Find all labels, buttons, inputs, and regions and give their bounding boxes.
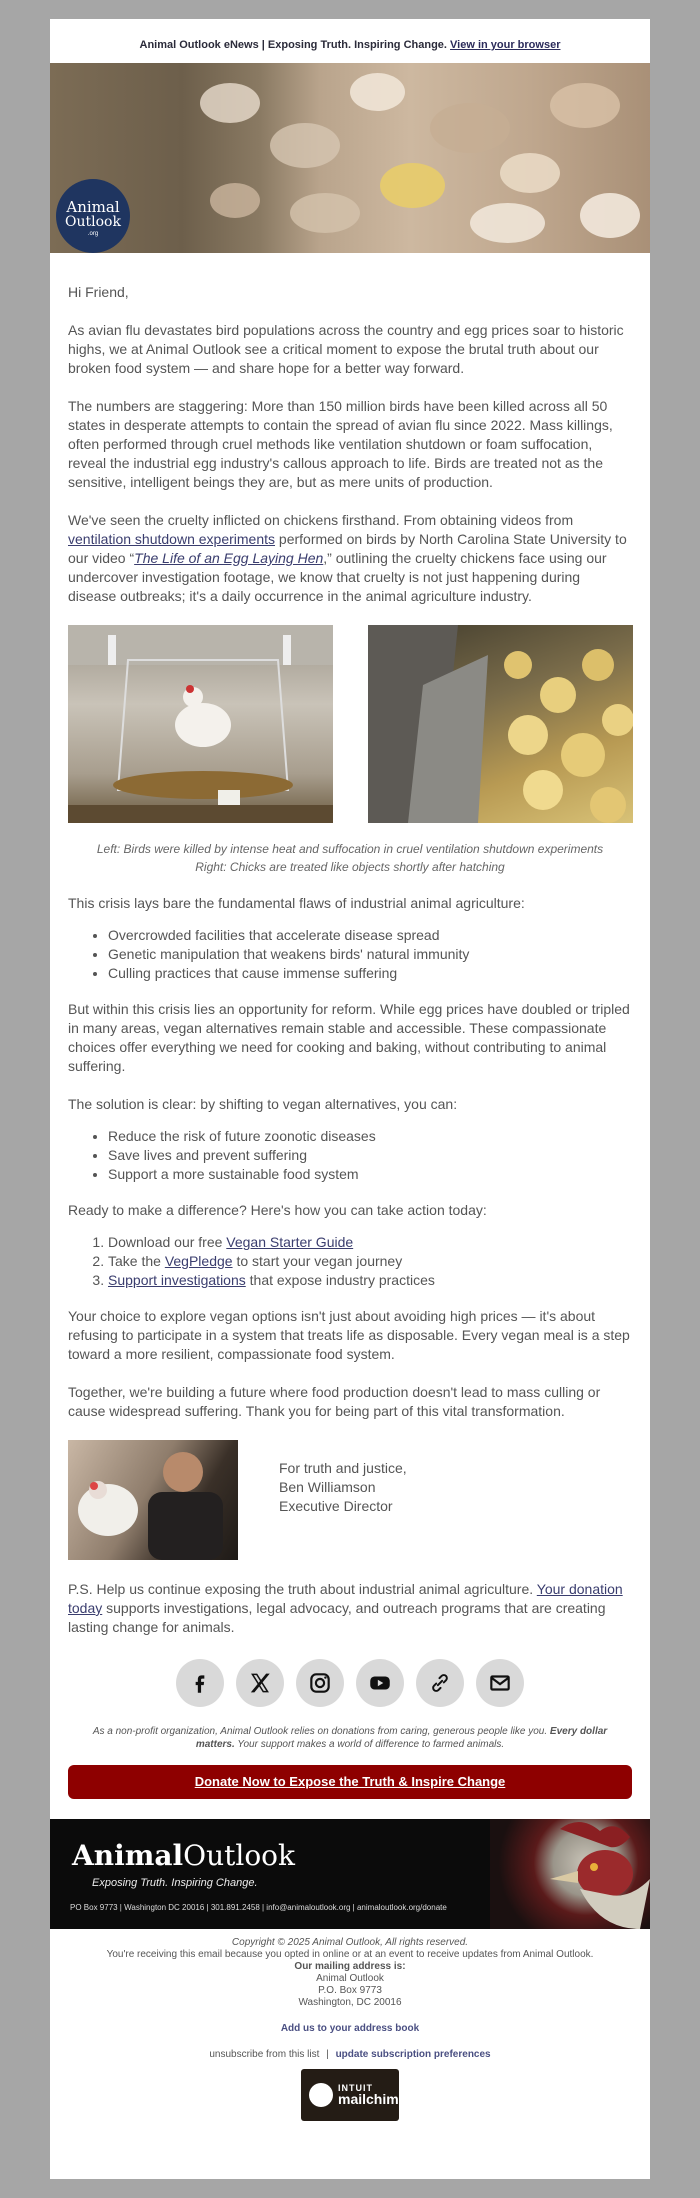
facebook-icon[interactable]: [176, 1659, 224, 1707]
action-list: [108, 1233, 632, 1290]
email-container: [50, 19, 650, 2179]
mailing-address-2: P.O. Box 9773: [318, 1985, 382, 1996]
footer-banner: [50, 1819, 650, 1929]
support-investigations-link[interactable]: Support investigations: [108, 1272, 246, 1288]
photo-row: [68, 625, 632, 823]
hero-image: [50, 63, 650, 253]
animal-outlook-logo[interactable]: Animal Outlook .org: [56, 179, 130, 253]
preheader: [50, 19, 650, 63]
x-icon[interactable]: [236, 1659, 284, 1707]
email-footer: [50, 1929, 650, 2125]
unsubscribe-link[interactable]: unsubscribe from this list: [209, 2049, 320, 2060]
mailing-address-1: Animal Outlook: [316, 1973, 384, 1984]
subscription-links: unsubscribe from this list | update subscription preferences: [209, 2049, 491, 2060]
benefits-list: [108, 1127, 632, 1184]
donation-note: As a non-profit organization, Animal Outlook relies on donations from caring, generous people like you. Every dollar matters. Your support makes a world of difference to farmed animals.: [92, 1726, 608, 1750]
social-links: [68, 1659, 632, 1707]
list-item: • Overcrowded facilities that accelerate disease spread: [108, 926, 632, 945]
signature-text: For truth and justice, Ben Williamson Executive Director: [279, 1460, 407, 1514]
list-item: • Reduce the risk of future zoonotic diseases: [108, 1127, 632, 1146]
rooster-image: [490, 1819, 650, 1929]
ps-paragraph: P.S. Help us continue exposing the truth about industrial animal agriculture. Your donation today supports investigations, legal advocacy, and outreach programs that are creating lasting change for animals.: [68, 1581, 623, 1635]
donation-link[interactable]: Your donation today: [68, 1581, 623, 1616]
view-in-browser-link[interactable]: View in your browser: [450, 39, 561, 51]
reform-paragraph: But within this crisis lies an opportunity for reform. While egg prices have doubled or tripled in many areas, vegan alternatives remain stable and accessible. These compassionate choices offer everything we need for cooking and baking, without contributing to animal suffering.: [68, 1001, 630, 1074]
signer-name: Ben Williamson: [279, 1479, 376, 1495]
list-item: 2. Take the VegPledge to start your vegan journey: [108, 1252, 632, 1271]
subscription-reason: You're receiving this email because you opted in online or at an event to receive updates from Animal Outlook.: [106, 1949, 594, 1960]
mailing-label: Our mailing address is:: [294, 1961, 406, 1972]
solution-paragraph: The solution is clear: by shifting to vegan alternatives, you can:: [68, 1096, 458, 1112]
signer-title: Executive Director: [279, 1498, 393, 1514]
ventilation-shutdown-link[interactable]: ventilation shutdown experiments: [68, 531, 276, 547]
list-item: • Genetic manipulation that weakens birds' natural immunity: [108, 945, 632, 964]
cruelty-paragraph: We've seen the cruelty inflicted on chickens firsthand. From obtaining videos from ventilation shutdown experiments performed on birds by North Carolina State University to our video “The Life of an Egg Laying Hen,” outlining the cruelty chickens face using our undercover investigation footage, we know that cruelty is not just happening during disease outbreaks; it's a daily occurrence in the animal agriculture industry.: [68, 512, 627, 604]
vegan-starter-guide-link[interactable]: Vegan Starter Guide: [226, 1234, 354, 1250]
chicks-conveyor-photo: [368, 625, 633, 823]
together-paragraph: Together, we're building a future where food production doesn't lead to mass culling or cause widespread suffering. Thank you for being part of this vital transformation.: [68, 1384, 601, 1419]
signature-block: [68, 1440, 632, 1560]
egg-laying-hen-video-link[interactable]: The Life of an Egg Laying Hen: [134, 550, 324, 566]
flaws-list: [108, 926, 632, 983]
ventilation-experiment-photo: [68, 625, 333, 823]
preheader-tagline: Animal Outlook eNews | Exposing Truth. Inspiring Change.: [139, 39, 447, 51]
statistics-paragraph: The numbers are staggering: More than 150 million birds have been killed across all 50 states in desperate attempts to contain the spread of avian flu since 2022. Mass killings, often performed through cruel methods like ventilation shutdown or foam suffocation, reveal the industrial egg industry's callous approach to life. Birds are treated not as the sensitive, intelligent beings they are, but as mere units of production.: [68, 398, 613, 490]
mailchimp-badge[interactable]: INTUIT mailchimp: [301, 2069, 399, 2121]
list-item: • Save lives and prevent suffering: [108, 1146, 632, 1165]
instagram-icon[interactable]: [296, 1659, 344, 1707]
crisis-paragraph: This crisis lays bare the fundamental flaws of industrial animal agriculture:: [68, 895, 525, 911]
choice-paragraph: Your choice to explore vegan options isn't just about avoiding high prices — it's about refusing to participate in a system that treats life as disposable. Every vegan meal is a step toward a more resilient, compassionate food system.: [68, 1308, 630, 1362]
email-icon[interactable]: [476, 1659, 524, 1707]
list-item: 1. Download our free Vegan Starter Guide: [108, 1233, 632, 1252]
intro-paragraph: As avian flu devastates bird populations across the country and egg prices soar to historic highs, we at Animal Outlook see a critical moment to expose the brutal truth about our broken food system — and share hope for a better way forward.: [68, 322, 624, 376]
greeting: Hi Friend,: [68, 284, 129, 300]
banner-tagline: Exposing Truth. Inspiring Change.: [92, 1877, 258, 1889]
list-item: • Support a more sustainable food system: [108, 1165, 632, 1184]
email-body: [50, 253, 650, 1799]
banner-logo[interactable]: AnimalOutlook: [72, 1839, 296, 1872]
update-preferences-link[interactable]: update subscription preferences: [335, 2049, 491, 2060]
action-intro: Ready to make a difference? Here's how you can take action today:: [68, 1202, 487, 1218]
mailchimp-icon: [309, 2083, 333, 2107]
vegpledge-link[interactable]: VegPledge: [164, 1253, 233, 1269]
director-photo: [68, 1440, 238, 1560]
copyright: Copyright © 2025 Animal Outlook, All rights reserved.: [231, 1937, 469, 1948]
link-icon[interactable]: [416, 1659, 464, 1707]
list-item: • Culling practices that cause immense suffering: [108, 964, 632, 983]
mailing-address-3: Washington, DC 20016: [298, 1997, 402, 2008]
photo-caption: Left: Birds were killed by intense heat and suffocation in cruel ventilation shutdown experiments Right: Chicks are treated like objects shortly after hatching: [96, 842, 604, 874]
donate-button[interactable]: Donate Now to Expose the Truth & Inspire Change: [68, 1765, 632, 1799]
youtube-icon[interactable]: [356, 1659, 404, 1707]
banner-address: PO Box 9773 | Washington DC 20016 | 301.891.2458 | info@animaloutlook.org | animaloutlook.org/donate: [70, 1903, 447, 1912]
add-address-book-link[interactable]: Add us to your address book: [280, 2023, 420, 2034]
list-item: 3. Support investigations that expose industry practices: [108, 1271, 632, 1290]
